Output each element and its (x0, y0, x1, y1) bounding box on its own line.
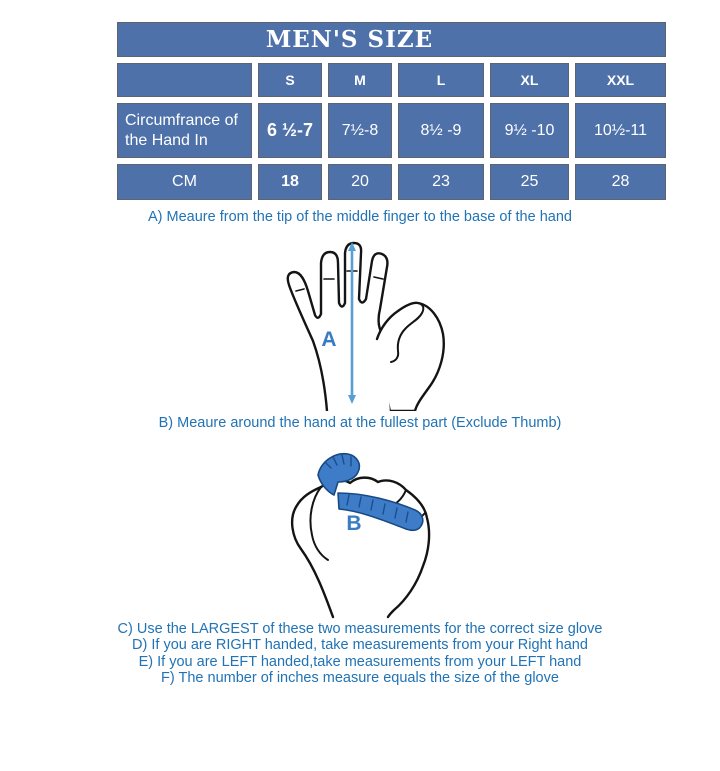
inch-row-label: Circumfrance of the Hand In (117, 103, 252, 158)
instruction-b: B) Meaure around the hand at the fullest part (Exclude Thumb) (158, 415, 562, 431)
cm-value-xl: 25 (490, 164, 569, 200)
instruction-block-c-f (0, 621, 720, 687)
inch-value-s: 6 ½-7 (258, 103, 322, 158)
column-header-xxl: XXL (575, 63, 666, 97)
instruction-d: D) If you are RIGHT handed, take measurements from your Right hand (132, 637, 588, 654)
inch-value-m: 7½-8 (328, 103, 392, 158)
cm-value-s: 18 (258, 164, 322, 200)
column-header-xl: XL (490, 63, 569, 97)
cm-value-l: 23 (398, 164, 484, 200)
table-corner-cell (117, 63, 252, 97)
instruction-f: F) The number of inches measure equals the size of the glove (161, 670, 559, 687)
inch-value-l: 8½ -9 (398, 103, 484, 158)
instruction-e: E) If you are LEFT handed,take measurements from your LEFT hand (138, 653, 582, 670)
mens-size-table (117, 22, 666, 200)
cm-row-label: CM (117, 164, 252, 200)
column-header-s: S (258, 63, 322, 97)
diagram-label-b: B (346, 512, 362, 535)
inch-value-xxl: 10½-11 (575, 103, 666, 158)
instruction-a: A) Meaure from the tip of the middle finger to the base of the hand (148, 209, 572, 225)
inch-value-xl: 9½ -10 (490, 103, 569, 158)
column-header-l: L (398, 63, 484, 97)
table-title: MEN'S SIZE (117, 22, 666, 57)
diagram-label-a: A (321, 328, 337, 351)
instruction-c: C) Use the LARGEST of these two measurements for the correct size glove (117, 621, 603, 637)
open-hand-measure-diagram (277, 241, 457, 411)
open-hand-outline-icon (288, 243, 391, 411)
cm-value-xxl: 28 (575, 164, 666, 200)
fist-measure-diagram (287, 449, 447, 619)
cm-value-m: 20 (328, 164, 392, 200)
column-header-m: M (328, 63, 392, 97)
